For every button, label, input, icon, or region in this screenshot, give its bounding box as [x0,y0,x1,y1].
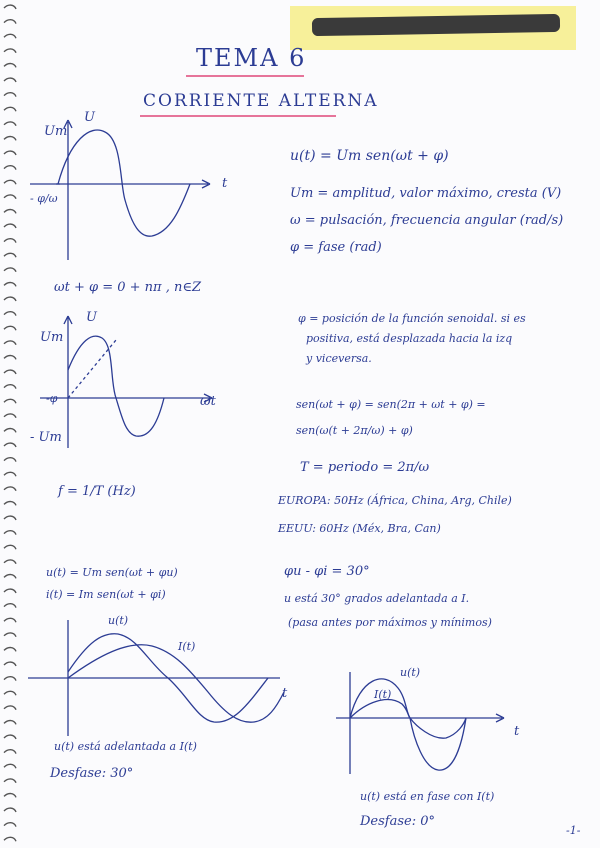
graph4-t-label: t [514,724,520,739]
graph3-caption-1: u(t) está adelantada a I(t) [54,740,197,753]
def-amplitude: Um = amplitud, valor máximo, cresta (V) [290,186,562,201]
spiral-ring [4,604,16,608]
spiral-ring [4,341,16,345]
main-equation: u(t) = Um sen(ωt + φ) [290,148,449,164]
phase-diff-note: u está 30° grados adelantada a I. [284,592,470,605]
spiral-ring [4,210,16,214]
spiral-ring [4,502,16,506]
spiral-ring [4,268,16,272]
graph2-u-label: U [86,310,97,325]
spiral-ring [4,224,16,228]
spiral-ring [4,589,16,593]
spiral-ring [4,794,16,798]
phase-note-1: φ = posición de la función senoidal. si es [298,312,526,325]
graph4-u-label: u(t) [400,666,421,679]
spiral-ring [4,735,16,739]
spiral-ring [4,239,16,243]
spiral-ring [4,122,16,126]
spiral-ring [4,837,16,841]
def-pulsation: ω = pulsación, frecuencia angular (rad/s) [290,213,564,228]
spiral-ring [4,64,16,68]
graph3-i-label: I(t) [178,640,196,653]
spiral-ring [4,750,16,754]
voltage-eq: u(t) = Um sen(ωt + φu) [46,566,178,579]
spiral-ring [4,662,16,666]
period-eq-2: sen(ω(t + 2π/ω) + φ) [296,424,413,437]
graph1-phase-label: - φ/ω [30,192,58,205]
title-underline [186,74,306,80]
spiral-ring [4,297,16,301]
spiral-ring [4,356,16,360]
spiral-ring [4,648,16,652]
period-eq-3: T = periodo = 2π/ω [300,460,430,475]
spiral-ring [4,823,16,827]
region-europe: EUROPA: 50Hz (África, China, Arg, Chile) [278,494,512,507]
spiral-ring [4,545,16,549]
spiral-ring [4,779,16,783]
spiral-ring [4,764,16,768]
spiral-ring [4,78,16,82]
sine-graph-4 [336,668,516,778]
graph3-caption-2: Desfase: 30° [50,766,134,781]
phase-note-2: positiva, está desplazada hacia la izq [306,332,513,345]
spiral-ring [4,34,16,38]
spiral-ring [4,677,16,681]
graph1-u-label: U [84,110,95,125]
spiral-ring [4,575,16,579]
graph1-t-label: t [222,176,228,191]
spiral-ring [4,151,16,155]
def-phase: φ = fase (rad) [290,240,382,255]
graph4-i-label: I(t) [374,688,392,701]
page-number: -1- [566,824,581,837]
spiral-ring [4,633,16,637]
spiral-ring [4,180,16,184]
spiral-ring [4,429,16,433]
spiral-ring [4,560,16,564]
sine-graph-3 [28,612,298,742]
spiral-ring [4,414,16,418]
spiral-ring [4,326,16,330]
spiral-ring [4,283,16,287]
spiral-ring [4,706,16,710]
spiral-ring [4,253,16,257]
spiral-ring [4,487,16,491]
spiral-ring [4,107,16,111]
phase-note-3: y viceversa. [306,352,372,365]
frequency-eq: f = 1/T (Hz) [58,484,136,499]
spiral-ring [4,458,16,462]
page-subtitle: CORRIENTE ALTERNA [143,91,379,111]
current-eq: i(t) = Im sen(ωt + φi) [46,588,166,601]
spiral-ring [4,195,16,199]
spiral-ring [4,20,16,24]
period-eq-1: sen(ωt + φ) = sen(2π + ωt + φ) = [296,398,486,411]
page-title: TEMA 6 [196,44,307,72]
graph4-caption-2: Desfase: 0° [360,814,435,829]
graph2-um-label: Um [40,330,64,345]
graph3-u-label: u(t) [108,614,129,627]
spiral-ring [4,312,16,316]
spiral-ring [4,399,16,403]
graph2-phi-label: -φ [46,392,58,405]
spiral-ring [4,516,16,520]
spiral-binding [2,0,18,848]
graph2-t-label: ωt [200,394,216,409]
phase-diff-note-2: (pasa antes por máximos y mínimos) [288,616,492,629]
graph2-neg-um-label: - Um [30,430,62,445]
phase-diff-eq: φu - φi = 30° [284,564,370,579]
spiral-ring [4,531,16,535]
spiral-ring [4,5,16,9]
spiral-ring [4,93,16,97]
spiral-ring [4,49,16,53]
spiral-ring [4,808,16,812]
spiral-ring [4,472,16,476]
spiral-ring [4,166,16,170]
spiral-ring [4,618,16,622]
spiral-ring [4,137,16,141]
spiral-ring [4,691,16,695]
spiral-ring [4,385,16,389]
graph3-t-label: t [282,686,288,701]
spiral-ring [4,443,16,447]
zero-condition: ωt + φ = 0 + nπ , n∈Z [54,280,202,295]
region-usa: EEUU: 60Hz (Méx, Bra, Can) [278,522,441,535]
graph1-um-label: Um [44,124,68,139]
graph4-caption-1: u(t) está en fase con I(t) [360,790,495,803]
spiral-ring [4,721,16,725]
spiral-ring [4,370,16,374]
